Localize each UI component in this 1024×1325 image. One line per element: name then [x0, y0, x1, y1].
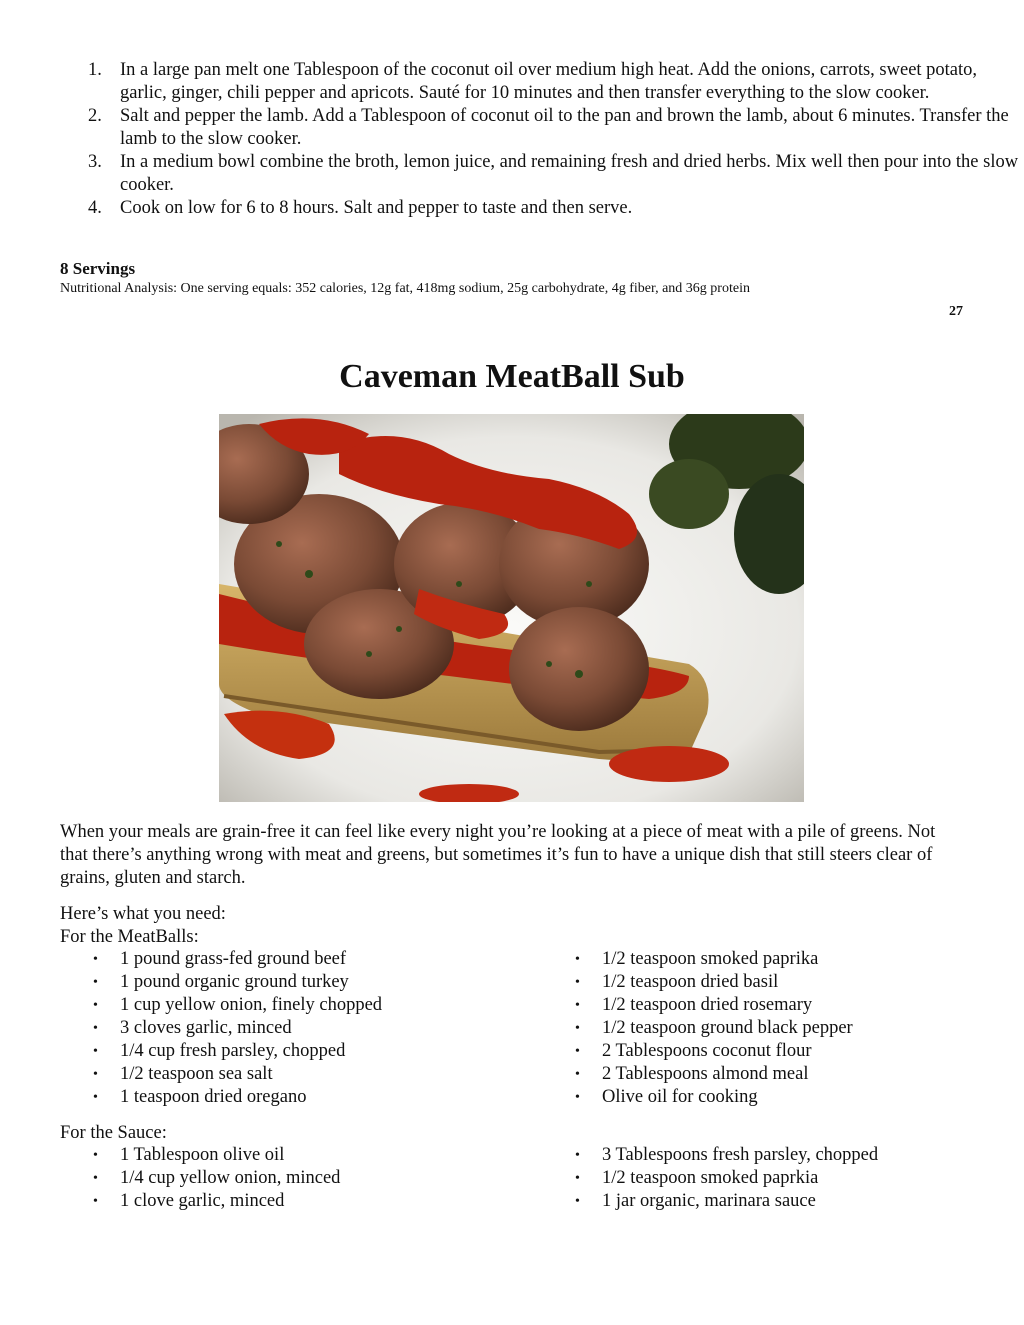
step-number: 4. [88, 198, 102, 218]
sauce-list-left [93, 1144, 341, 1213]
bullet-icon: • [93, 998, 98, 1013]
bullet-icon: • [575, 998, 580, 1013]
meatball-sub-photo [219, 414, 804, 802]
bullet-icon: • [93, 975, 98, 990]
bullet-icon: • [93, 1194, 98, 1209]
step-item [88, 197, 1020, 220]
list-item: • 1 Tablespoon olive oil [93, 1145, 285, 1165]
step-item [88, 59, 1020, 105]
bullet-icon: • [575, 952, 580, 967]
list-item: • 1/2 teaspoon smoked paprika [575, 949, 819, 969]
bullet-icon: • [575, 1171, 580, 1186]
bullet-icon: • [93, 1021, 98, 1036]
step-number: 2. [88, 106, 102, 126]
list-item: • 1 pound grass-fed ground beef [93, 949, 347, 969]
bullet-icon: • [93, 1148, 98, 1163]
step-text: Salt and pepper the lamb. Add a Tablespoon of coconut oil to the pan and brown the lamb, about 6 minutes. Transfer the lamb to the slow cooker. [120, 106, 1009, 149]
bullet-icon: • [93, 1171, 98, 1186]
step-text: In a medium bowl combine the broth, lemon juice, and remaining fresh and dried herbs. Mix well then pour into the slow cooker. [120, 152, 1019, 195]
bullet-icon: • [575, 975, 580, 990]
list-item: • 2 Tablespoons almond meal [575, 1064, 809, 1084]
ingredients-heading: Here’s what you need: [60, 904, 226, 924]
step-item [88, 151, 1020, 197]
list-item: • 1 pound organic ground turkey [93, 972, 349, 992]
step-text: Cook on low for 6 to 8 hours. Salt and pepper to taste and then serve. [120, 198, 633, 218]
recipe-title: Caveman MeatBall Sub [339, 358, 685, 395]
bullet-icon: • [93, 952, 98, 967]
list-item: • 1/2 teaspoon dried basil [575, 972, 779, 992]
bullet-icon: • [93, 1090, 98, 1105]
sauce-list-right [575, 1144, 879, 1213]
bullet-icon: • [575, 1148, 580, 1163]
photo-illustration [219, 414, 804, 802]
step-item [88, 105, 1020, 151]
list-item: • 2 Tablespoons coconut flour [575, 1041, 812, 1061]
list-item: • 1/2 teaspoon smoked paprkia [575, 1168, 819, 1188]
step-text: In a large pan melt one Tablespoon of the coconut oil over medium high heat. Add the onions, carrots, sweet potato, garlic, ginger, chili pepper and apricots. Sauté for 10 minutes and then transfer everything to the slow cooker. [120, 60, 978, 103]
list-item: • 1/2 teaspoon sea salt [93, 1064, 273, 1084]
bullet-icon: • [575, 1021, 580, 1036]
instruction-steps [60, 59, 1020, 220]
list-item: • 1 clove garlic, minced [93, 1191, 285, 1211]
list-item: • 1/4 cup fresh parsley, chopped [93, 1041, 346, 1061]
intro-text: When your meals are grain-free it can feel like every night you’re looking at a piece of meat with a pile of greens. Not that there’s anything wrong with meat and greens, but sometimes it’s fun to have a unique dish that still steers clear of grains, gluten and starch. [60, 822, 936, 888]
bullet-icon: • [575, 1194, 580, 1209]
list-item: • 1 teaspoon dried oregano [93, 1087, 307, 1107]
intro-paragraph [60, 821, 965, 890]
page-number: 27 [949, 304, 963, 319]
list-item: • 1/4 cup yellow onion, minced [93, 1168, 341, 1188]
bullet-icon: • [575, 1067, 580, 1082]
list-item: • Olive oil for cooking [575, 1087, 758, 1107]
list-item: • 3 Tablespoons fresh parsley, chopped [575, 1145, 879, 1165]
step-number: 1. [88, 60, 102, 80]
bullet-icon: • [575, 1044, 580, 1059]
meatballs-list-left [93, 948, 383, 1109]
step-number: 3. [88, 152, 102, 172]
meatballs-list-right [575, 948, 853, 1109]
bullet-icon: • [93, 1044, 98, 1059]
servings-heading: 8 Servings [60, 259, 136, 278]
list-item: • 1 cup yellow onion, finely chopped [93, 995, 383, 1015]
list-item: • 1/2 teaspoon dried rosemary [575, 995, 813, 1015]
sauce-label: For the Sauce: [60, 1123, 167, 1143]
bullet-icon: • [93, 1067, 98, 1082]
list-item: • 1/2 teaspoon ground black pepper [575, 1018, 853, 1038]
list-item: • 3 cloves garlic, minced [93, 1018, 292, 1038]
list-item: • 1 jar organic, marinara sauce [575, 1191, 816, 1211]
meatballs-label: For the MeatBalls: [60, 927, 199, 947]
nutrition-analysis: Nutritional Analysis: One serving equals: 352 calories, 12g fat, 418mg sodium, 25g carbohydrate, 4g fiber, and 36g protein [60, 281, 750, 296]
bullet-icon: • [575, 1090, 580, 1105]
